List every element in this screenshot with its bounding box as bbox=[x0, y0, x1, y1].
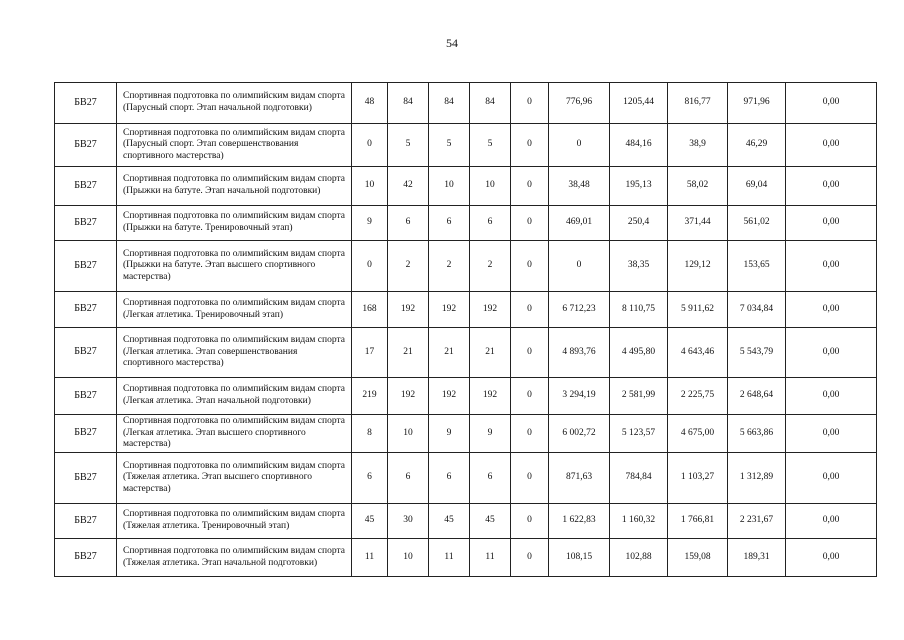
row-value: 484,16 bbox=[610, 124, 668, 167]
row-value: 6 bbox=[352, 453, 388, 504]
row-value: 0 bbox=[511, 292, 549, 328]
row-value: 0,00 bbox=[786, 167, 877, 206]
row-name: Спортивная подготовка по олимпийским видам спорта (Прыжки на батуте. Этап начальной подготовки) bbox=[117, 167, 352, 206]
table-row bbox=[55, 415, 877, 453]
row-code: БВ27 bbox=[55, 83, 117, 124]
row-value: 6 bbox=[470, 206, 511, 241]
row-value: 17 bbox=[352, 328, 388, 378]
row-value: 816,77 bbox=[668, 83, 728, 124]
row-value: 0,00 bbox=[786, 292, 877, 328]
row-value: 38,9 bbox=[668, 124, 728, 167]
row-value: 0,00 bbox=[786, 241, 877, 292]
row-value: 84 bbox=[388, 83, 429, 124]
row-value: 10 bbox=[388, 415, 429, 453]
row-value: 2 bbox=[470, 241, 511, 292]
row-value: 21 bbox=[388, 328, 429, 378]
row-code: БВ27 bbox=[55, 539, 117, 577]
row-value: 153,65 bbox=[728, 241, 786, 292]
row-value: 45 bbox=[352, 504, 388, 539]
row-value: 2 648,64 bbox=[728, 378, 786, 415]
row-value: 0,00 bbox=[786, 415, 877, 453]
row-value: 9 bbox=[470, 415, 511, 453]
row-value: 192 bbox=[470, 292, 511, 328]
table-row bbox=[55, 83, 877, 124]
row-value: 9 bbox=[429, 415, 470, 453]
row-value: 219 bbox=[352, 378, 388, 415]
row-value: 30 bbox=[388, 504, 429, 539]
row-value: 1 766,81 bbox=[668, 504, 728, 539]
row-value: 45 bbox=[470, 504, 511, 539]
row-code: БВ27 bbox=[55, 328, 117, 378]
row-value: 159,08 bbox=[668, 539, 728, 577]
row-value: 469,01 bbox=[549, 206, 610, 241]
row-value: 871,63 bbox=[549, 453, 610, 504]
page-number: 54 bbox=[446, 36, 458, 50]
row-name: Спортивная подготовка по олимпийским видам спорта (Парусный спорт. Этап совершенствования спортивного мастерства) bbox=[117, 124, 352, 167]
row-value: 10 bbox=[388, 539, 429, 577]
row-value: 1 312,89 bbox=[728, 453, 786, 504]
row-value: 6 bbox=[470, 453, 511, 504]
row-value: 4 893,76 bbox=[549, 328, 610, 378]
row-value: 5 911,62 bbox=[668, 292, 728, 328]
row-value: 0 bbox=[549, 241, 610, 292]
row-value: 11 bbox=[470, 539, 511, 577]
row-value: 0 bbox=[511, 167, 549, 206]
row-value: 38,48 bbox=[549, 167, 610, 206]
row-value: 21 bbox=[429, 328, 470, 378]
row-value: 776,96 bbox=[549, 83, 610, 124]
row-value: 21 bbox=[470, 328, 511, 378]
row-value: 6 bbox=[388, 453, 429, 504]
row-value: 561,02 bbox=[728, 206, 786, 241]
row-value: 102,88 bbox=[610, 539, 668, 577]
row-name: Спортивная подготовка по олимпийским видам спорта (Легкая атлетика. Этап высшего спортивного мастерства) bbox=[117, 415, 352, 453]
data-table bbox=[54, 82, 877, 577]
table-row bbox=[55, 241, 877, 292]
row-value: 5 bbox=[388, 124, 429, 167]
table-body bbox=[55, 83, 877, 577]
row-value: 9 bbox=[352, 206, 388, 241]
table-row bbox=[55, 504, 877, 539]
row-value: 48 bbox=[352, 83, 388, 124]
row-value: 0 bbox=[511, 539, 549, 577]
row-value: 10 bbox=[470, 167, 511, 206]
table-row bbox=[55, 292, 877, 328]
table-row bbox=[55, 539, 877, 577]
table-row bbox=[55, 453, 877, 504]
row-value: 2 bbox=[388, 241, 429, 292]
row-value: 168 bbox=[352, 292, 388, 328]
row-name: Спортивная подготовка по олимпийским видам спорта (Прыжки на батуте. Этап высшего спортивного мастерства) bbox=[117, 241, 352, 292]
row-value: 2 bbox=[429, 241, 470, 292]
row-value: 69,04 bbox=[728, 167, 786, 206]
row-value: 0,00 bbox=[786, 378, 877, 415]
table-row bbox=[55, 206, 877, 241]
row-value: 0,00 bbox=[786, 206, 877, 241]
row-value: 6 bbox=[429, 206, 470, 241]
row-value: 5 bbox=[429, 124, 470, 167]
row-value: 10 bbox=[352, 167, 388, 206]
row-value: 0 bbox=[511, 328, 549, 378]
row-value: 0 bbox=[511, 124, 549, 167]
row-name: Спортивная подготовка по олимпийским видам спорта (Прыжки на батуте. Тренировочный этап) bbox=[117, 206, 352, 241]
row-value: 108,15 bbox=[549, 539, 610, 577]
row-value: 192 bbox=[429, 292, 470, 328]
row-value: 2 231,67 bbox=[728, 504, 786, 539]
row-value: 2 581,99 bbox=[610, 378, 668, 415]
row-value: 0 bbox=[511, 415, 549, 453]
row-name: Спортивная подготовка по олимпийским видам спорта (Легкая атлетика. Тренировочный этап) bbox=[117, 292, 352, 328]
row-value: 195,13 bbox=[610, 167, 668, 206]
row-value: 0,00 bbox=[786, 83, 877, 124]
row-value: 5 bbox=[470, 124, 511, 167]
row-value: 4 495,80 bbox=[610, 328, 668, 378]
row-code: БВ27 bbox=[55, 241, 117, 292]
row-value: 0,00 bbox=[786, 328, 877, 378]
row-code: БВ27 bbox=[55, 504, 117, 539]
row-code: БВ27 bbox=[55, 453, 117, 504]
row-value: 5 123,57 bbox=[610, 415, 668, 453]
table-row bbox=[55, 124, 877, 167]
row-code: БВ27 bbox=[55, 292, 117, 328]
row-value: 971,96 bbox=[728, 83, 786, 124]
row-value: 784,84 bbox=[610, 453, 668, 504]
row-value: 11 bbox=[429, 539, 470, 577]
row-value: 0 bbox=[511, 241, 549, 292]
row-code: БВ27 bbox=[55, 206, 117, 241]
row-value: 1 622,83 bbox=[549, 504, 610, 539]
row-name: Спортивная подготовка по олимпийским видам спорта (Парусный спорт. Этап начальной подготовки) bbox=[117, 83, 352, 124]
row-code: БВ27 bbox=[55, 415, 117, 453]
row-value: 46,29 bbox=[728, 124, 786, 167]
row-value: 189,31 bbox=[728, 539, 786, 577]
row-value: 371,44 bbox=[668, 206, 728, 241]
row-value: 0,00 bbox=[786, 124, 877, 167]
row-value: 6 bbox=[429, 453, 470, 504]
row-code: БВ27 bbox=[55, 124, 117, 167]
row-value: 0 bbox=[511, 83, 549, 124]
row-value: 10 bbox=[429, 167, 470, 206]
row-value: 0 bbox=[511, 504, 549, 539]
row-name: Спортивная подготовка по олимпийским видам спорта (Тяжелая атлетика. Этап начальной подготовки) bbox=[117, 539, 352, 577]
row-value: 192 bbox=[388, 292, 429, 328]
row-value: 4 675,00 bbox=[668, 415, 728, 453]
row-value: 0,00 bbox=[786, 453, 877, 504]
row-value: 0,00 bbox=[786, 539, 877, 577]
row-code: БВ27 bbox=[55, 378, 117, 415]
row-value: 192 bbox=[388, 378, 429, 415]
row-value: 38,35 bbox=[610, 241, 668, 292]
row-name: Спортивная подготовка по олимпийским видам спорта (Тяжелая атлетика. Тренировочный этап) bbox=[117, 504, 352, 539]
row-value: 6 712,23 bbox=[549, 292, 610, 328]
row-value: 1205,44 bbox=[610, 83, 668, 124]
row-value: 8 bbox=[352, 415, 388, 453]
table-row bbox=[55, 378, 877, 415]
row-name: Спортивная подготовка по олимпийским видам спорта (Легкая атлетика. Этап начальной подготовки) bbox=[117, 378, 352, 415]
row-value: 0 bbox=[511, 206, 549, 241]
row-value: 1 103,27 bbox=[668, 453, 728, 504]
row-value: 84 bbox=[470, 83, 511, 124]
table-row bbox=[55, 328, 877, 378]
row-value: 0 bbox=[549, 124, 610, 167]
row-value: 8 110,75 bbox=[610, 292, 668, 328]
row-value: 58,02 bbox=[668, 167, 728, 206]
row-value: 0 bbox=[511, 378, 549, 415]
row-value: 250,4 bbox=[610, 206, 668, 241]
row-value: 45 bbox=[429, 504, 470, 539]
table-row bbox=[55, 167, 877, 206]
row-value: 1 160,32 bbox=[610, 504, 668, 539]
row-value: 6 bbox=[388, 206, 429, 241]
row-value: 2 225,75 bbox=[668, 378, 728, 415]
row-value: 129,12 bbox=[668, 241, 728, 292]
row-name: Спортивная подготовка по олимпийским видам спорта (Легкая атлетика. Этап совершенствования спортивного мастерства) bbox=[117, 328, 352, 378]
row-value: 4 643,46 bbox=[668, 328, 728, 378]
row-value: 192 bbox=[470, 378, 511, 415]
row-value: 11 bbox=[352, 539, 388, 577]
row-code: БВ27 bbox=[55, 167, 117, 206]
row-value: 3 294,19 bbox=[549, 378, 610, 415]
row-value: 6 002,72 bbox=[549, 415, 610, 453]
row-value: 0 bbox=[352, 241, 388, 292]
row-value: 0 bbox=[352, 124, 388, 167]
row-value: 5 543,79 bbox=[728, 328, 786, 378]
row-value: 7 034,84 bbox=[728, 292, 786, 328]
row-value: 0,00 bbox=[786, 504, 877, 539]
row-value: 42 bbox=[388, 167, 429, 206]
row-name: Спортивная подготовка по олимпийским видам спорта (Тяжелая атлетика. Этап высшего спортивного мастерства) bbox=[117, 453, 352, 504]
row-value: 0 bbox=[511, 453, 549, 504]
row-value: 192 bbox=[429, 378, 470, 415]
row-value: 84 bbox=[429, 83, 470, 124]
row-value: 5 663,86 bbox=[728, 415, 786, 453]
